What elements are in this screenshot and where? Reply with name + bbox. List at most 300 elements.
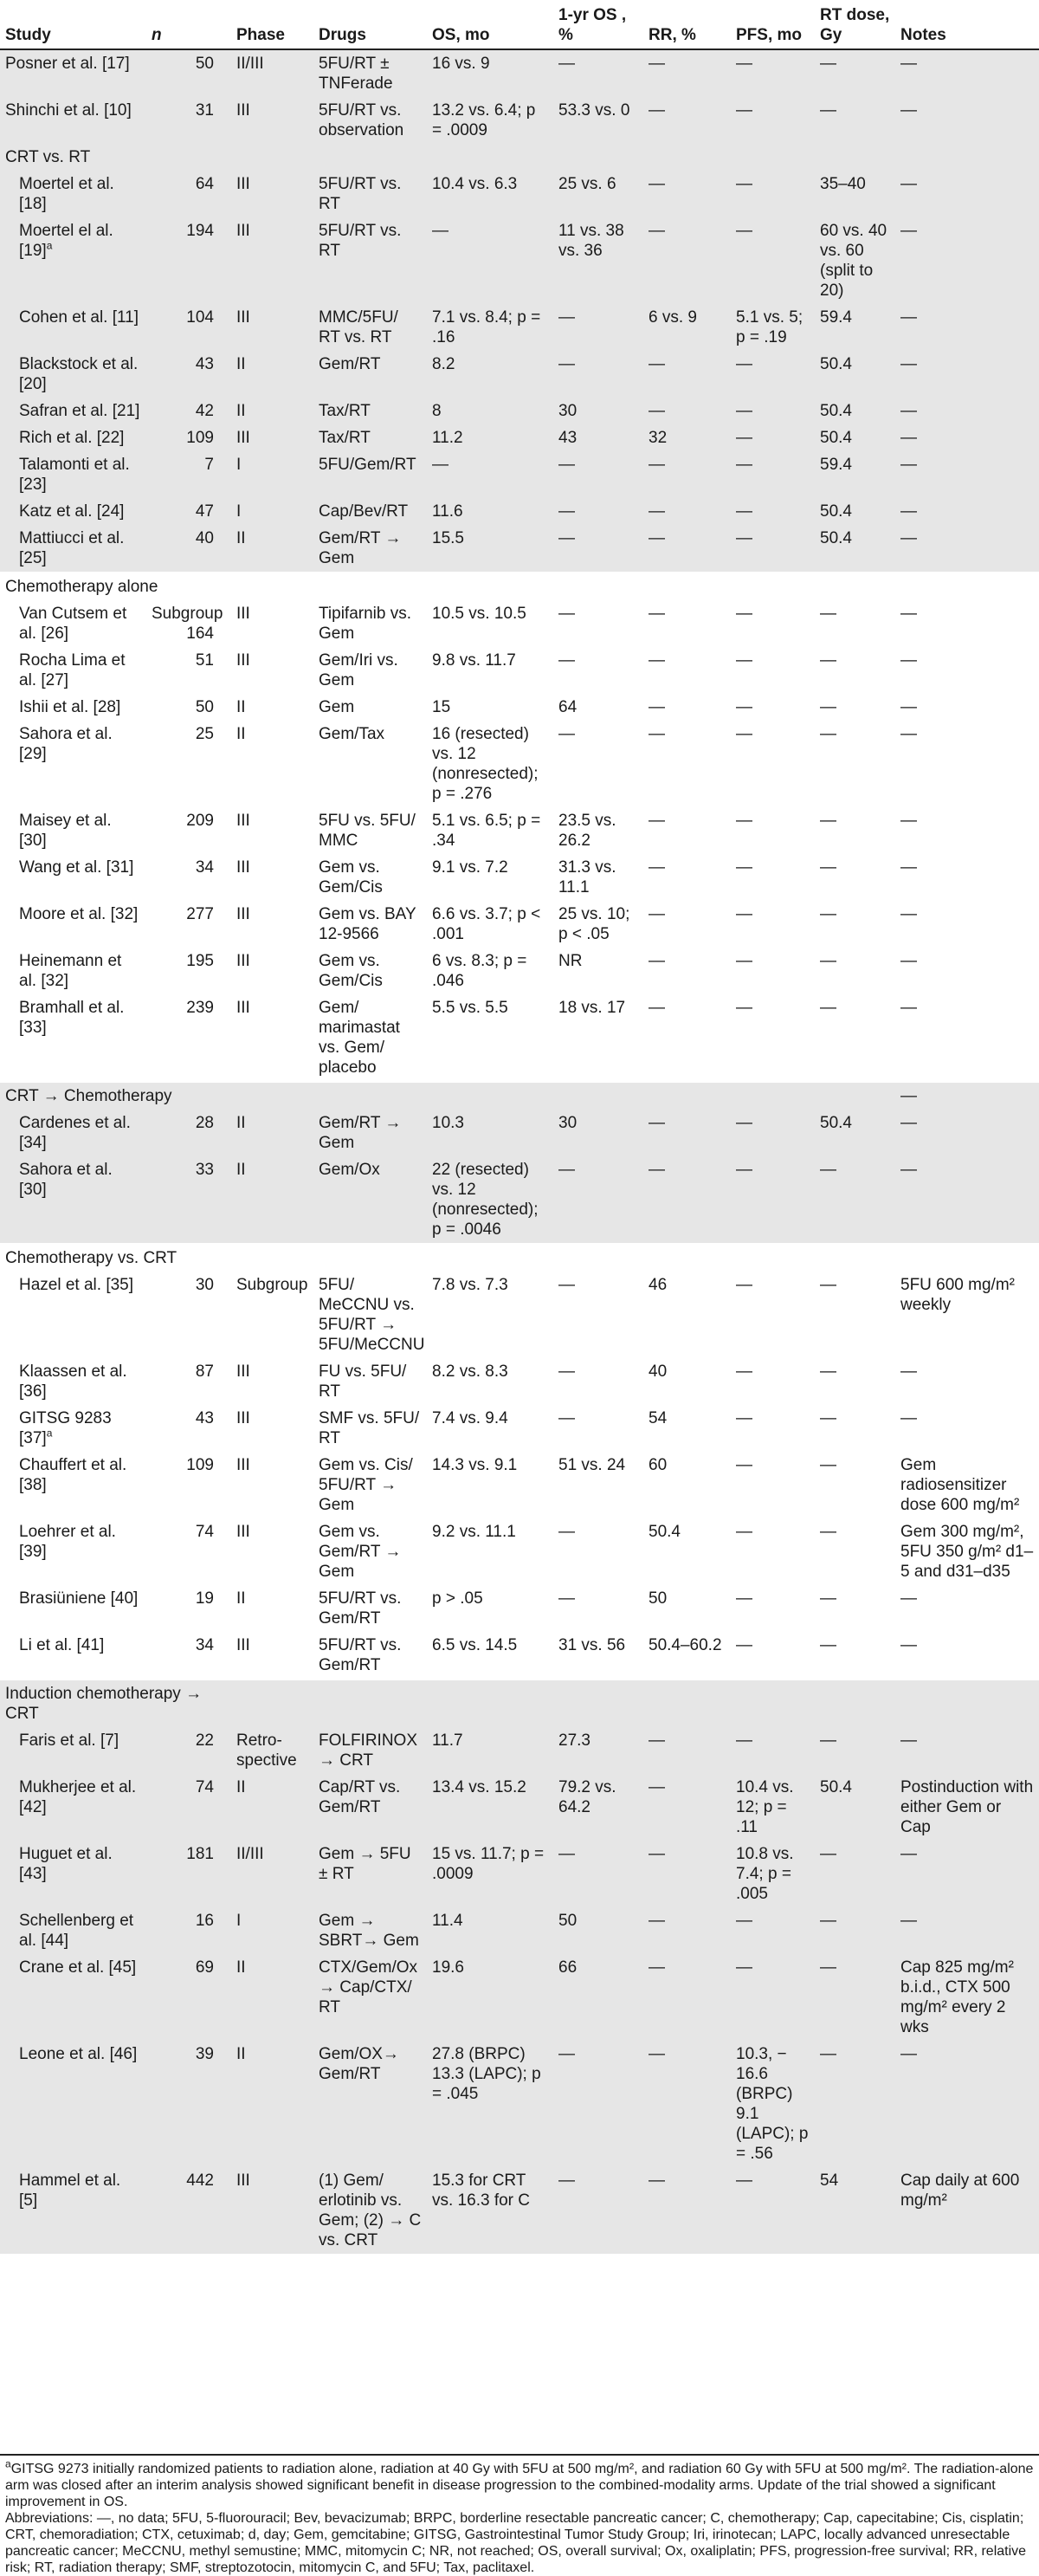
cell-n: 209 (186, 812, 214, 830)
cell-one-yr-os: — (558, 725, 575, 743)
cell-drugs: 5FU/RT vs. RT (313, 171, 427, 217)
table-row (0, 901, 1039, 948)
cell-pfs: — (736, 605, 752, 623)
group-cell (313, 144, 427, 171)
table-row (0, 2041, 1039, 2167)
cell-n: 104 (146, 304, 231, 351)
table-row (0, 1405, 1039, 1452)
cell-os: 5.1 vs. 6.5; p = .34 (432, 812, 541, 850)
cell-os: 27.8 (BRPC) 13.3 (LAPC); p = .045 (427, 2041, 553, 2167)
cell-n: 7 (146, 451, 231, 498)
cell-pfs: — (731, 1156, 815, 1244)
group-cell (731, 1244, 815, 1272)
group-cell (313, 1244, 427, 1272)
cell-os: 9.2 vs. 11.1 (432, 1523, 516, 1541)
cell-notes: — (900, 1589, 917, 1608)
group-label: CRT → Chemotherapy (0, 1082, 231, 1110)
header-drugs: Drugs (313, 0, 427, 49)
cell-one-yr-os: — (558, 1589, 575, 1608)
group-cell (427, 144, 553, 171)
cell-drugs: SMF vs. 5FU/ RT (319, 1409, 420, 1447)
cell-os: 14.3 vs. 9.1 (432, 1456, 518, 1474)
cell-os: 10.3 (427, 1110, 553, 1156)
group-cell (553, 1244, 643, 1272)
table-row (0, 49, 1039, 97)
group-row (0, 1082, 1039, 1110)
group-cell (553, 1680, 643, 1727)
cell-rr: — (649, 698, 665, 716)
study-name: Faris et al. [7] (19, 1731, 119, 1750)
cell-study (0, 1518, 146, 1585)
cell-phase: I (231, 451, 313, 498)
cell-drugs: 5FU vs. 5FU/ MMC (319, 812, 416, 850)
group-cell (643, 144, 731, 171)
cell-rt-dose: — (815, 1727, 895, 1774)
cell-os: 6.6 vs. 3.7; p < .001 (432, 905, 541, 943)
cell-phase: III (236, 1409, 250, 1427)
cell-one-yr-os: 23.5 vs. 26.2 (558, 812, 616, 850)
table-row (0, 217, 1039, 304)
table-row (0, 1110, 1039, 1156)
cell-phase: III (236, 999, 250, 1017)
study-name: Safran et al. [21] (19, 402, 140, 420)
cell-phase: II (231, 398, 313, 424)
cell-rt-dose: 54 (815, 2167, 895, 2254)
table-row (0, 1774, 1039, 1841)
cell-rr: — (643, 2167, 731, 2254)
cell-rr: — (643, 49, 731, 97)
cell-rt-dose: — (820, 1523, 836, 1541)
cell-rr: — (649, 651, 665, 670)
cell-os: 11.7 (427, 1727, 553, 1774)
cell-rr: — (643, 217, 731, 304)
cell-one-yr-os: 25 vs. 10; p < .05 (558, 905, 630, 943)
cell-rr: — (643, 171, 731, 217)
cell-n: 33 (146, 1156, 231, 1244)
cell-one-yr-os: 31.3 vs. 11.1 (558, 858, 616, 896)
study-name: Ishii et al. [28] (19, 698, 121, 716)
table-row (0, 694, 1039, 721)
cell-pfs: — (731, 49, 815, 97)
cell-one-yr-os: — (553, 304, 643, 351)
cell-os: 13.4 vs. 15.2 (427, 1774, 553, 1841)
group-cell (731, 1082, 815, 1110)
cell-phase: II (236, 1589, 246, 1608)
cell-one-yr-os: — (553, 351, 643, 398)
cell-drugs: 5FU/ MeCCNU vs. 5FU/RT → 5FU/MeCCNU (319, 1276, 425, 1354)
cell-study (0, 1452, 146, 1518)
cell-n: 239 (186, 999, 214, 1017)
group-cell (427, 573, 553, 600)
cell-n: 69 (146, 1954, 231, 2041)
cell-n: 25 (195, 725, 214, 743)
cell-study (0, 2167, 146, 2254)
cell-one-yr-os: — (553, 2167, 643, 2254)
cell-one-yr-os: 79.2 vs. 64.2 (553, 1774, 643, 1841)
cell-phase: II (236, 698, 246, 716)
cell-n: 34 (195, 1636, 214, 1654)
cell-rt-dose: — (820, 1276, 836, 1294)
table-row (0, 1954, 1039, 2041)
cell-pfs: — (731, 351, 815, 398)
table-header (0, 0, 1039, 49)
cell-rt-dose: 50.4 (815, 398, 895, 424)
cell-rr: — (643, 2041, 731, 2167)
cell-n: 277 (186, 905, 214, 923)
cell-rt-dose: — (815, 1954, 895, 2041)
group-row (0, 1680, 1039, 1727)
cell-study (0, 1954, 146, 2041)
cell-one-yr-os: 50 (553, 1907, 643, 1954)
cell-drugs: Tax/RT (313, 424, 427, 451)
study-name: Cohen et al. [11] (19, 308, 139, 327)
cell-drugs: Cap/Bev/RT (313, 498, 427, 525)
table-row (0, 994, 1039, 1082)
cell-rt-dose: — (815, 1156, 895, 1244)
cell-pfs: — (736, 1362, 752, 1381)
cell-one-yr-os: — (553, 49, 643, 97)
cell-phase: II/III (231, 49, 313, 97)
cell-one-yr-os: — (553, 1841, 643, 1907)
group-cell (427, 1680, 553, 1727)
cell-rt-dose: — (820, 1636, 836, 1654)
group-cell (427, 1082, 553, 1110)
group-cell (895, 144, 1039, 171)
group-cell (643, 1244, 731, 1272)
cell-os: 22 (resected) vs. 12 (nonresected); p = .0046 (427, 1156, 553, 1244)
cell-study (0, 217, 146, 304)
table-row (0, 398, 1039, 424)
footnote-a (5, 2457, 1034, 2510)
cell-rt-dose: 50.4 (815, 1774, 895, 1841)
cell-phase: II (231, 1110, 313, 1156)
cell-rt-dose: — (820, 999, 836, 1017)
cell-pfs: — (731, 424, 815, 451)
study-name: Cardenes et al. [34] (19, 1114, 131, 1152)
cell-notes: — (895, 1156, 1039, 1244)
cell-os: 15 vs. 11.7; p = .0009 (427, 1841, 553, 1907)
cell-pfs: — (731, 498, 815, 525)
cell-phase: II (231, 351, 313, 398)
cell-rr: 6 vs. 9 (643, 304, 731, 351)
group-cell (231, 573, 313, 600)
cell-os: 7.8 vs. 7.3 (432, 1276, 508, 1294)
cell-notes: Gem 300 mg/m², 5FU 350 g/m² d1–5 and d31–d35 (900, 1523, 1034, 1581)
cell-study (0, 694, 146, 721)
table-row (0, 1452, 1039, 1518)
table-row (0, 647, 1039, 694)
cell-drugs: 5FU/RT vs. observation (313, 97, 427, 144)
cell-drugs: (1) Gem/ erlotinib vs. Gem; (2) → C vs. CRT (313, 2167, 427, 2254)
cell-n: 87 (195, 1362, 214, 1381)
group-cell (643, 1082, 731, 1110)
cell-n: 181 (146, 1841, 231, 1907)
table-row (0, 1841, 1039, 1907)
cell-os: 19.6 (427, 1954, 553, 2041)
group-cell (231, 1082, 313, 1110)
cell-drugs: Gem vs. Gem/Cis (319, 952, 383, 990)
study-footnote-mark: a (46, 1427, 53, 1440)
cell-phase: III (236, 1362, 250, 1381)
cell-drugs: 5FU/RT vs. Gem/RT (319, 1636, 402, 1674)
cell-study (0, 1632, 146, 1680)
table-row (0, 451, 1039, 498)
header-rt-dose: RT dose, Gy (815, 0, 895, 49)
cell-rt-dose: 59.4 (815, 451, 895, 498)
group-cell (313, 573, 427, 600)
cell-drugs: Gem (319, 698, 355, 716)
cell-phase: I (231, 1907, 313, 1954)
cell-os: 11.2 (427, 424, 553, 451)
cell-rt-dose: — (820, 905, 836, 923)
cell-phase: III (231, 304, 313, 351)
cell-rt-dose: 50.4 (815, 1110, 895, 1156)
cell-notes: Postinduction with either Gem or Cap (895, 1774, 1039, 1841)
cell-rt-dose: — (820, 952, 836, 970)
table-row (0, 351, 1039, 398)
study-name: Heinemann et al. [32] (19, 952, 122, 990)
cell-rt-dose: — (820, 651, 836, 670)
cell-notes: — (900, 725, 917, 743)
cell-drugs: Gem/RT → Gem (313, 1110, 427, 1156)
table-row (0, 1727, 1039, 1774)
group-row (0, 1244, 1039, 1272)
cell-rr: — (643, 398, 731, 424)
study-name: Crane et al. [45] (19, 1958, 137, 1977)
cell-drugs: Gem/ marimastat vs. Gem/ placebo (319, 999, 400, 1077)
cell-drugs: Tax/RT (313, 398, 427, 424)
group-cell (895, 573, 1039, 600)
cell-phase: III (236, 905, 250, 923)
cell-notes: — (895, 451, 1039, 498)
cell-rr: — (649, 605, 665, 623)
cell-study (0, 1774, 146, 1841)
cell-study (0, 854, 146, 901)
cell-rt-dose: — (820, 698, 836, 716)
cell-drugs: FOLFIRINOX → CRT (313, 1727, 427, 1774)
study-name: Klaassen et al. [36] (19, 1362, 127, 1401)
cell-notes: Cap 825 mg/m² b.i.d., CTX 500 mg/m² every 2 wks (895, 1954, 1039, 2041)
cell-phase: III (231, 217, 313, 304)
cell-rr: — (649, 725, 665, 743)
cell-n: 109 (146, 424, 231, 451)
cell-n: 50 (195, 698, 214, 716)
cell-one-yr-os: NR (558, 952, 583, 970)
cell-phase: III (236, 812, 250, 830)
table-row (0, 1156, 1039, 1244)
cell-phase: III (236, 605, 250, 623)
table-row (0, 171, 1039, 217)
cell-rr: — (643, 1954, 731, 2041)
cell-drugs: Gem vs. Cis/ 5FU/RT → Gem (319, 1456, 413, 1514)
header-rr: RR, % (643, 0, 731, 49)
cell-rr: 54 (649, 1409, 668, 1427)
cell-n: 28 (146, 1110, 231, 1156)
cell-pfs: — (736, 725, 752, 743)
cell-pfs: 10.3, − 16.6 (BRPC) 9.1 (LAPC); p = .56 (731, 2041, 815, 2167)
cell-study (0, 807, 146, 854)
header-row (0, 0, 1039, 49)
cell-phase: Subgroup (236, 1276, 308, 1294)
study-name: Huguet et al. [43] (19, 1845, 113, 1883)
study-name: Rocha Lima et al. [27] (19, 651, 126, 689)
cell-notes: — (895, 2041, 1039, 2167)
cell-pfs: — (731, 451, 815, 498)
group-cell (895, 1680, 1039, 1727)
study-name: Posner et al. [17] (5, 55, 130, 73)
cell-rt-dose: — (820, 812, 836, 830)
cell-notes: 5FU 600 mg/m² weekly (900, 1276, 1015, 1314)
cell-drugs: FU vs. 5FU/ RT (319, 1362, 407, 1401)
cell-pfs: — (736, 858, 752, 877)
cell-notes: Gem radiosensitizer dose 600 mg/m² (900, 1456, 1020, 1514)
cell-notes: — (895, 1841, 1039, 1907)
cell-notes: — (895, 398, 1039, 424)
cell-pfs: 5.1 vs. 5; p = .19 (731, 304, 815, 351)
study-name: Wang et al. [31] (19, 858, 134, 877)
cell-notes: — (895, 525, 1039, 573)
cell-os: 10.5 vs. 10.5 (432, 605, 526, 623)
group-cell (731, 1680, 815, 1727)
cell-phase: III (231, 424, 313, 451)
header-os: OS, mo (427, 0, 553, 49)
group-cell (815, 144, 895, 171)
table-row (0, 1272, 1039, 1358)
cell-notes: — (900, 698, 917, 716)
study-name: Rich et al. [22] (19, 429, 125, 447)
table-footnotes (0, 2454, 1039, 2576)
cell-rr: — (649, 952, 665, 970)
cell-rr: — (649, 905, 665, 923)
cell-drugs: Gem → 5FU ± RT (313, 1841, 427, 1907)
group-label: Chemotherapy vs. CRT (0, 1244, 231, 1272)
cell-study (0, 647, 146, 694)
cell-n: 74 (195, 1523, 214, 1541)
study-name: Hazel et al. [35] (19, 1276, 134, 1294)
cell-notes: — (900, 605, 917, 623)
group-label: Induction chemotherapy → CRT (0, 1680, 231, 1727)
group-cell (553, 1082, 643, 1110)
cell-rt-dose: 59.4 (815, 304, 895, 351)
study-name: Moertel et al. [18] (19, 175, 114, 213)
study-name: Mukherjee et al. [42] (19, 1778, 137, 1816)
cell-study (0, 424, 146, 451)
cell-study (0, 600, 146, 647)
study-name: Moore et al. [32] (19, 905, 139, 923)
table-row (0, 1358, 1039, 1405)
cell-pfs: — (736, 905, 752, 923)
cell-study (0, 994, 146, 1082)
cell-n: 74 (146, 1774, 231, 1841)
cell-rt-dose: — (820, 605, 836, 623)
cell-pfs: — (736, 952, 752, 970)
cell-drugs: Gem/OX→ Gem/RT (313, 2041, 427, 2167)
cell-phase: III (236, 1636, 250, 1654)
cell-rr: — (643, 1774, 731, 1841)
cell-rr: 40 (649, 1362, 668, 1381)
cell-study (0, 498, 146, 525)
cell-n: 43 (146, 351, 231, 398)
cell-study (0, 2041, 146, 2167)
cell-one-yr-os: — (558, 1362, 575, 1381)
study-name: Loehrer et al. [39] (19, 1523, 116, 1561)
cell-one-yr-os: — (558, 1523, 575, 1541)
table-row (0, 1585, 1039, 1632)
cell-notes: — (895, 351, 1039, 398)
cell-phase: II (231, 1774, 313, 1841)
cell-os: 8.2 vs. 8.3 (432, 1362, 508, 1381)
cell-pfs: — (731, 1727, 815, 1774)
study-name: Sahora et al. [29] (19, 725, 113, 763)
group-cell (815, 573, 895, 600)
cell-rr: — (643, 1110, 731, 1156)
cell-rr: — (643, 498, 731, 525)
cell-phase: III (236, 1523, 250, 1541)
cell-drugs: 5FU/RT ± TNFerade (313, 49, 427, 97)
cell-pfs: — (731, 97, 815, 144)
cell-one-yr-os: 43 (553, 424, 643, 451)
cell-phase: Retro- spective (231, 1727, 313, 1774)
cell-study (0, 525, 146, 573)
cell-one-yr-os: 27.3 (553, 1727, 643, 1774)
study-name: Shinchi et al. [10] (5, 101, 132, 120)
cell-pfs: — (731, 1907, 815, 1954)
group-row (0, 573, 1039, 600)
footnote-a-mark: a (5, 2457, 11, 2470)
study-name: Sahora et al. [30] (19, 1161, 113, 1199)
cell-rr: 60 (649, 1456, 668, 1474)
cell-os: 13.2 vs. 6.4; p = .0009 (427, 97, 553, 144)
group-cell (731, 144, 815, 171)
table-row (0, 721, 1039, 807)
cell-notes: — (895, 171, 1039, 217)
cell-drugs: Gem vs. Gem/RT → Gem (319, 1523, 402, 1581)
cell-phase: III (236, 651, 250, 670)
study-name: Talamonti et al. [23] (19, 456, 130, 494)
cell-os: 10.4 vs. 6.3 (427, 171, 553, 217)
cell-pfs: — (736, 1409, 752, 1427)
cell-drugs: Tipifarnib vs. Gem (319, 605, 411, 643)
cell-os: 15 (432, 698, 451, 716)
cell-rr: — (643, 1727, 731, 1774)
study-name: Brasiüniene [40] (19, 1589, 139, 1608)
cell-notes: — (895, 217, 1039, 304)
cell-n: 19 (195, 1589, 214, 1608)
cell-study (0, 1405, 146, 1452)
group-cell (815, 1082, 895, 1110)
cell-rt-dose: — (815, 2041, 895, 2167)
cell-pfs: — (731, 171, 815, 217)
cell-os: 8.2 (427, 351, 553, 398)
group-cell (231, 1244, 313, 1272)
cell-notes: — (895, 498, 1039, 525)
cell-notes: — (900, 999, 917, 1017)
cell-phase: I (231, 498, 313, 525)
table-row (0, 1907, 1039, 1954)
study-name: Hammel et al. [5] (19, 2171, 121, 2210)
cell-drugs: MMC/5FU/ RT vs. RT (313, 304, 427, 351)
cell-one-yr-os: — (553, 498, 643, 525)
cell-one-yr-os: 30 (553, 1110, 643, 1156)
table-row (0, 807, 1039, 854)
cell-n: 31 (146, 97, 231, 144)
cell-os: 6 vs. 8.3; p = .046 (432, 952, 527, 990)
cell-os: 11.6 (427, 498, 553, 525)
cell-rr: — (649, 812, 665, 830)
cell-study (0, 49, 146, 97)
cell-notes: — (895, 97, 1039, 144)
cell-os: — (427, 217, 553, 304)
